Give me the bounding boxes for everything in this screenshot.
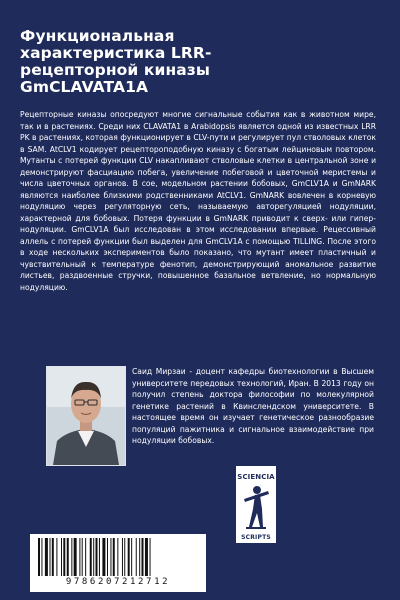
title-line: GmCLAVATA1A bbox=[20, 78, 149, 96]
publisher-name-top: SCIENCIA bbox=[237, 473, 275, 481]
publisher-logo bbox=[236, 466, 276, 543]
author-bio: Саид Мирзаи - доцент кафедры биотехнологии в Высшем университете передовых технологий, Иран. В 2013 году он получил степень доктора философии по молекулярной генетике растений в Квинслендском университете. В настоящее время он изучает генетическое разнообразие популяций пажитника и сигнальное взаимодействие при нодуляции бобовых. bbox=[132, 367, 374, 445]
author-portrait-image bbox=[47, 367, 125, 465]
isbn-barcode bbox=[30, 534, 206, 592]
author-photo bbox=[46, 366, 126, 466]
isbn-number: 9786207212712 bbox=[65, 577, 171, 587]
book-description: Рецепторные киназы опосредуют многие сигнальные события как в животном мире, так и в растениях. Среди них CLAVATA1 в Arabidopsis является одной из известных LRR PK в растениях, которая функционирует в CLV-пути и регулирует пул стволовых клеток в SAM. AtCLV1 кодирует рецептороподобную киназу с богатым лейциновым повтором. Мутанты с потерей функции CLV накапливают стволовые клетки в центральной зоне и демонстрируют фасциацию побега, увеличение побеговой и цветочной меристемы и числа цветочных органов. В сое, модельном растении бобовых, GmCLV1A и GmNARK являются наиболее близкими родственниками AtCLV1. GmNARK вовлечен в корневую нодуляцию через регуляторную сеть, называемую авторегуляцией нодуляции, характерной для бобовых. Потеря функции в GmNARK приводит к сверх- или гипер-нодуляции. GmCLV1A был исследован в этом исследовании впервые. Рецессивный аллель с потерей функции был выделен для GmCLV1A с помощью TILLING. После этого в ходе нескольких экспериментов было показано, что мутант имеет пластичный и чувствительный к температуре фенотип, демонстрирующий аномальное развитие листьев, раздвоенные стручки, повышенное базальное ветвление, но нормальную нодуляцию. bbox=[20, 110, 376, 292]
book-title bbox=[20, 28, 360, 96]
barcode-bars bbox=[38, 538, 198, 576]
title-line: характеристика LRR- bbox=[20, 44, 212, 62]
title-line: Функциональная bbox=[20, 27, 175, 45]
publisher-name-bottom: SCRIPTS bbox=[241, 534, 271, 541]
title-line: рецепторной киназы bbox=[20, 61, 211, 79]
reading-figure-icon bbox=[240, 483, 272, 533]
